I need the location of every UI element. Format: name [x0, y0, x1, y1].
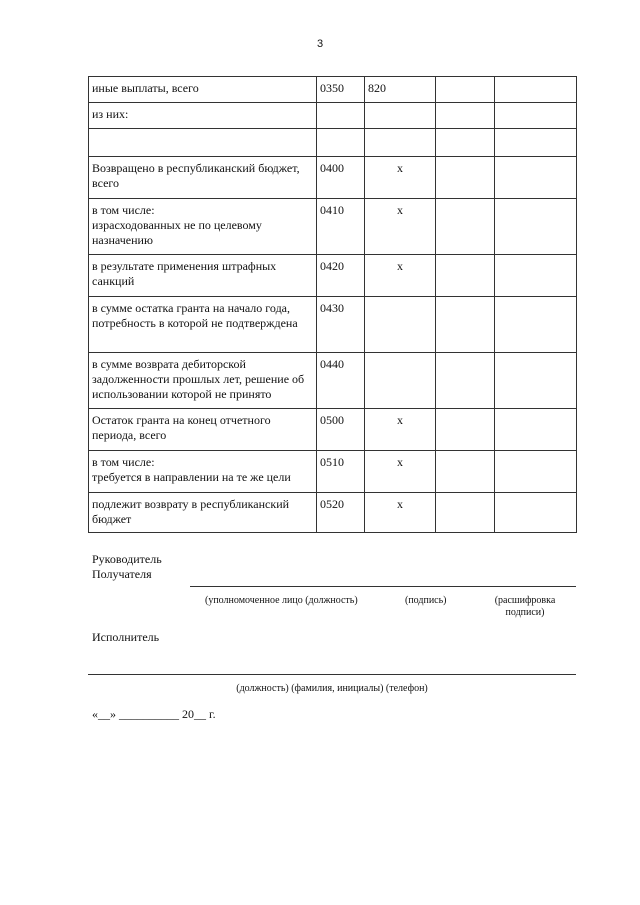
row-code-cell: 0430: [317, 297, 365, 353]
row-value-cell: x: [365, 157, 436, 199]
row-empty-cell: [495, 199, 577, 255]
row-code-cell: 0420: [317, 255, 365, 297]
caption-decoding: (расшифровка подписи): [494, 595, 556, 618]
row-value-cell: x: [365, 451, 436, 493]
row-code-cell: 0440: [317, 353, 365, 409]
row-name-cell: в том числе: израсходованных не по целевому назначению: [89, 199, 317, 255]
row-empty-cell: [495, 451, 577, 493]
row-value-cell: [365, 297, 436, 353]
executor-label: Исполнитель: [92, 630, 160, 644]
row-code-cell: [317, 103, 365, 129]
page-number: 3: [316, 38, 324, 50]
row-code-cell: 0510: [317, 451, 365, 493]
row-empty-cell: [495, 129, 577, 157]
row-empty-cell: [436, 409, 495, 451]
row-value-cell: [365, 353, 436, 409]
table-row: [89, 493, 577, 533]
row-empty-cell: [436, 77, 495, 103]
head-signature-line: [190, 586, 576, 587]
date-line: «__» __________ 20__ г.: [92, 707, 216, 721]
row-name-cell: иные выплаты, всего: [89, 77, 317, 103]
row-code-cell: 0520: [317, 493, 365, 533]
row-name-cell: подлежит возврату в республиканский бюджет: [89, 493, 317, 533]
row-name-cell: в результате применения штрафных санкций: [89, 255, 317, 297]
table-row: [89, 77, 577, 103]
row-value-cell: x: [365, 409, 436, 451]
report-table: [88, 76, 577, 533]
executor-caption: (должность) (фамилия, инициалы) (телефон): [236, 683, 428, 694]
head-label-line1: Руководитель: [92, 552, 162, 566]
table-row: [89, 409, 577, 451]
row-value-cell: 820: [365, 77, 436, 103]
row-value-cell: x: [365, 255, 436, 297]
row-name-cell: в сумме остатка гранта на начало года, потребность в которой не подтверждена: [89, 297, 317, 353]
caption-signature: (подпись): [405, 595, 447, 606]
row-code-cell: 0410: [317, 199, 365, 255]
row-name-cell: Возвращено в республиканский бюджет, всего: [89, 157, 317, 199]
table-row: [89, 297, 577, 353]
row-empty-cell: [495, 255, 577, 297]
executor-signature-line: [88, 674, 576, 675]
table-row: [89, 451, 577, 493]
table-row: [89, 129, 577, 157]
table-row: [89, 157, 577, 199]
row-empty-cell: [436, 297, 495, 353]
row-empty-cell: [495, 297, 577, 353]
row-value-cell: [365, 103, 436, 129]
row-name-cell: Остаток гранта на конец отчетного периода, всего: [89, 409, 317, 451]
table-row: [89, 353, 577, 409]
row-value-cell: [365, 129, 436, 157]
row-empty-cell: [436, 493, 495, 533]
row-empty-cell: [436, 157, 495, 199]
row-empty-cell: [436, 353, 495, 409]
row-name-cell: в том числе: требуется в направлении на те же цели: [89, 451, 317, 493]
row-empty-cell: [436, 255, 495, 297]
head-label: [92, 552, 162, 582]
row-empty-cell: [436, 199, 495, 255]
row-name-cell: [89, 129, 317, 157]
row-empty-cell: [495, 103, 577, 129]
table-row: [89, 255, 577, 297]
row-value-cell: x: [365, 199, 436, 255]
row-code-cell: 0400: [317, 157, 365, 199]
row-value-cell: x: [365, 493, 436, 533]
row-name-cell: в сумме возврата дебиторской задолженности прошлых лет, решение об использовании которой не принято: [89, 353, 317, 409]
row-empty-cell: [436, 451, 495, 493]
row-empty-cell: [495, 77, 577, 103]
row-empty-cell: [495, 157, 577, 199]
row-code-cell: [317, 129, 365, 157]
caption-position: (уполномоченное лицо (должность): [205, 595, 358, 606]
row-empty-cell: [495, 353, 577, 409]
table-row: [89, 103, 577, 129]
row-empty-cell: [495, 409, 577, 451]
row-code-cell: 0500: [317, 409, 365, 451]
row-empty-cell: [436, 103, 495, 129]
row-empty-cell: [495, 493, 577, 533]
table-row: [89, 199, 577, 255]
row-empty-cell: [436, 129, 495, 157]
row-name-cell: из них:: [89, 103, 317, 129]
row-code-cell: 0350: [317, 77, 365, 103]
head-label-line2: Получателя: [92, 567, 152, 581]
